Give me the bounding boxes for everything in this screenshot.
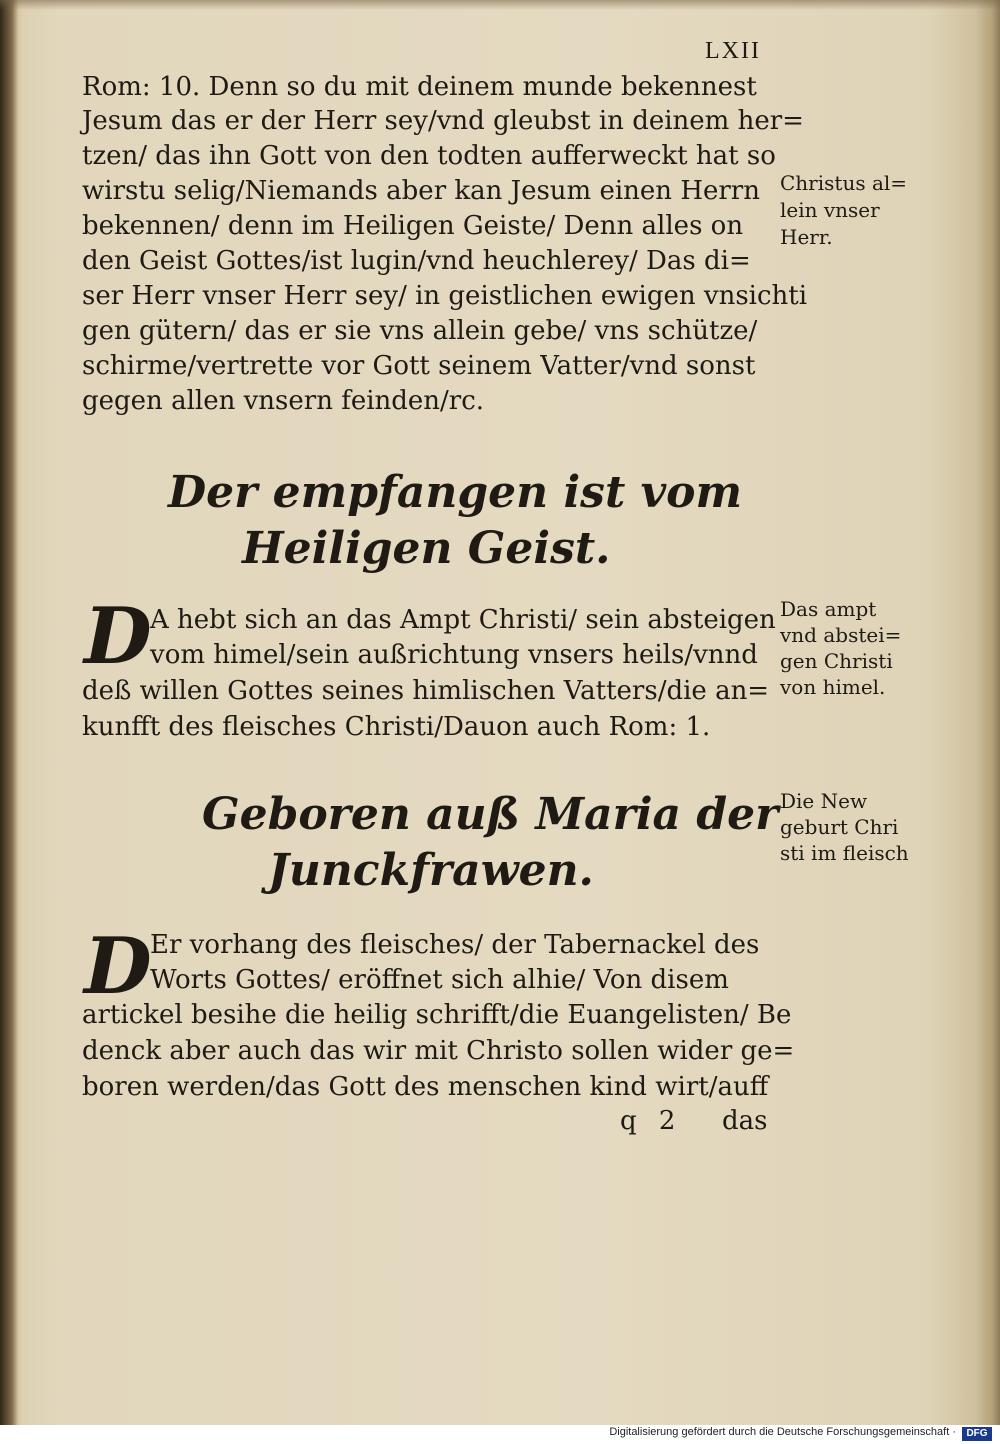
- page-top-shadow: [0, 0, 1000, 10]
- dfg-logo-icon: DFG: [962, 1427, 992, 1441]
- body-line: denck aber auch das wir mit Christo sollen wider ge=: [82, 1036, 795, 1066]
- section-heading: Geboren auß Maria der: [202, 789, 779, 840]
- marginal-note-line: gen Christi: [780, 649, 893, 673]
- marginal-note-line: geburt Chri: [780, 815, 899, 839]
- body-line: schirme/vertrette vor Gott seinem Vatter/vnd sonst: [82, 351, 756, 381]
- body-line: Er vorhang des fleisches/ der Tabernackel des: [150, 930, 760, 960]
- body-line: kunfft des fleisches Christi/Dauon auch Rom: 1.: [82, 712, 711, 742]
- body-line: A hebt sich an das Ampt Christi/ sein absteigen: [150, 605, 776, 635]
- body-line: Jesum das er der Herr sey/vnd gleubst in deinem her=: [82, 106, 804, 136]
- body-line: gen gütern/ das er sie vns allein gebe/ vns schütze/: [82, 316, 758, 346]
- body-line: Worts Gottes/ eröffnet sich alhie/ Von disem: [150, 965, 729, 995]
- drop-initial: D: [84, 921, 152, 1012]
- body-line: bekennen/ denn im Heiligen Geiste/ Denn alles on: [82, 211, 744, 241]
- signature-mark: q 2: [620, 1106, 676, 1136]
- body-line: tzen/ das ihn Gott von den todten aufferweckt hat so: [82, 141, 776, 171]
- footer-bar: [0, 1425, 1000, 1444]
- marginal-note-line: Das ampt: [780, 597, 877, 621]
- body-line: den Geist Gottes/ist lugin/vnd heuchlerey/ Das di=: [82, 246, 751, 276]
- marginal-note-line: Christus al=: [780, 171, 908, 195]
- body-line: boren werden/das Gott des menschen kind wirt/auff: [82, 1072, 769, 1102]
- marginal-note-line: sti im fleisch: [780, 841, 909, 865]
- body-line: ser Herr vnser Herr sey/ in geistlichen ewigen vnsichti: [82, 281, 808, 311]
- section-heading: Junckfrawen.: [268, 845, 594, 896]
- body-line: gegen allen vnsern feinden/rc.: [82, 386, 485, 416]
- marginal-note-line: Herr.: [780, 225, 833, 249]
- body-line: artickel besihe die heilig schrifft/die Euangelisten/ Be: [82, 1000, 792, 1030]
- binding-shadow: [0, 0, 18, 1425]
- body-line: vom himel/sein außrichtung vnsers heils/vnnd: [150, 640, 758, 670]
- funding-credit: Digitalisierung gefördert durch die Deutsche Forschungsgemeinschaft ·: [609, 1426, 956, 1438]
- body-line: deß willen Gottes seines himlischen Vatters/die an=: [82, 676, 770, 706]
- catchword: das: [722, 1106, 768, 1136]
- section-heading: Der empfangen ist vom: [168, 467, 743, 518]
- drop-initial: D: [84, 591, 152, 682]
- marginal-note-line: Die New: [780, 789, 868, 813]
- body-line: Rom: 10. Denn so du mit deinem munde bekennest: [82, 72, 757, 102]
- section-heading: Heiligen Geist.: [242, 523, 611, 574]
- body-line: wirstu selig/Niemands aber kan Jesum einen Herrn: [82, 176, 760, 206]
- marginal-note-line: vnd abstei=: [780, 623, 902, 647]
- marginal-note-line: von himel.: [780, 675, 886, 699]
- marginal-note-line: lein vnser: [780, 198, 880, 222]
- folio-number: LXII: [705, 38, 761, 64]
